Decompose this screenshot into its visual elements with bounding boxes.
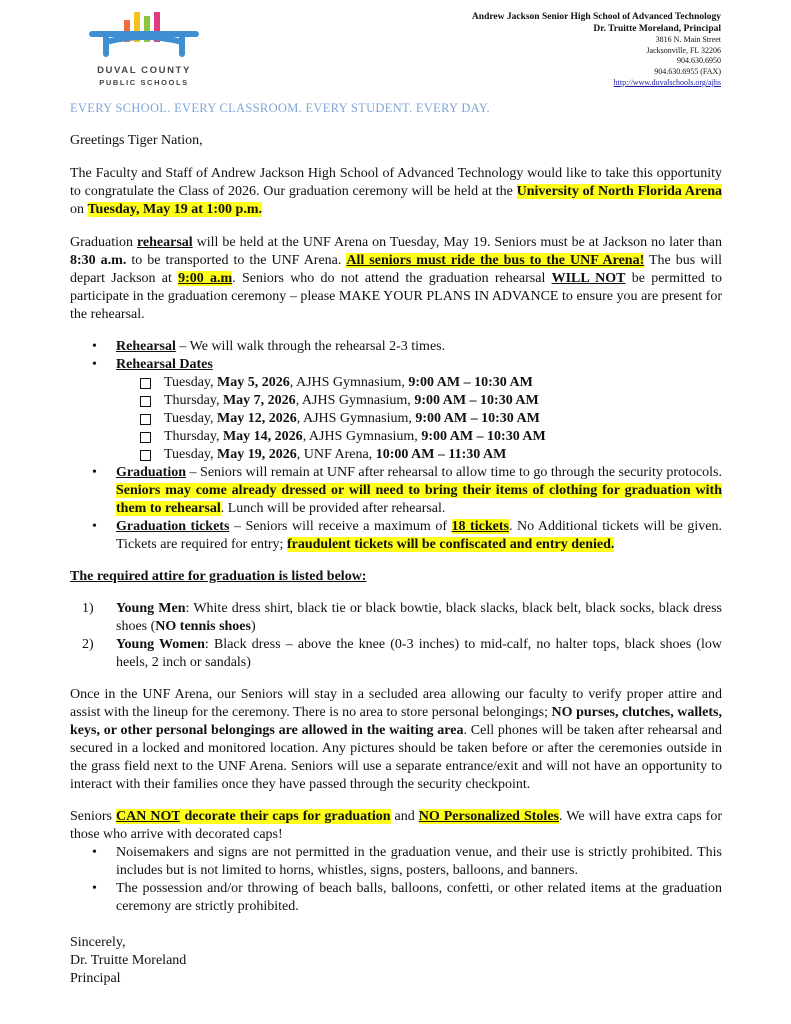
principal-line: Dr. Truitte Moreland, Principal <box>593 23 721 34</box>
signature-title: Principal <box>70 971 121 986</box>
checkbox-icon <box>140 414 151 425</box>
list-item: • Rehearsal Dates Tuesday, May 5, 2026, AJHS Gymnasium, 9:00 AM – 10:30 AM Thursday, May 7, 2026, AJHS Gymnasium, 9:00 AM – 10:30 AM Tuesday, May 12, 2026, AJHS Gymnasium, 9:00 AM – 10:30 AM Thursday, May 14, 2026, AJHS Gymnasium, 9:00 AM – 10:30 AM Tuesday, May 19, 2026, UNF Arena, 10:00 AM – 11:30 AM <box>70 356 722 464</box>
list-item: 1) Young Men: White dress shirt, black tie or black bowtie, black slacks, black belt, black socks, black dress shoes (NO tennis shoes) <box>82 601 722 634</box>
signature-name: Dr. Truitte Moreland <box>70 953 187 968</box>
list-item: • Graduation – Seniors will remain at UNF after rehearsal to allow time to go through the security protocols. Seniors may come already dressed or will need to bring their items of clothing for graduation with them to rehearsal. Lunch will be provided after rehearsal. <box>70 464 722 518</box>
list-item: Thursday, May 7, 2026, AJHS Gymnasium, 9:00 AM – 10:30 AM <box>70 392 722 410</box>
logo-text-line2: PUBLIC SCHOOLS <box>99 78 189 87</box>
list-item: • Rehearsal – We will walk through the rehearsal 2-3 times. <box>70 338 722 356</box>
district-tagline: EVERY SCHOOL. EVERY CLASSROOM. EVERY STUDENT. EVERY DAY. <box>70 101 490 115</box>
school-name: Andrew Jackson Senior High School of Advanced Technology <box>471 12 721 22</box>
checkbox-icon <box>140 396 151 407</box>
greeting: Greetings Tiger Nation, <box>70 133 203 148</box>
phone: 904.630.6950 <box>677 56 721 65</box>
venue-highlight: University of North Florida Arena <box>516 184 722 199</box>
attire-list <box>70 600 722 672</box>
checkbox-icon <box>140 378 151 389</box>
school-website-link[interactable]: http://www.duvalschools.org/ajhs <box>613 78 721 87</box>
bridge-logo-icon <box>84 10 204 65</box>
district-logo <box>84 10 204 95</box>
letterhead <box>472 12 721 90</box>
attire-heading: The required attire for graduation is listed below: <box>70 569 367 584</box>
list-item: • The possession and/or throwing of beach balls, balloons, confetti, or other related items at the graduation ceremony are strictly prohibited. <box>70 880 722 916</box>
tickets-highlight: 18 tickets <box>451 519 509 534</box>
rules-list <box>70 844 722 916</box>
info-bullets <box>70 338 722 554</box>
logo-text-line1: DUVAL COUNTY <box>97 65 191 76</box>
list-item: • Noisemakers and signs are not permitted in the graduation venue, and their use is strictly prohibited. This includes but is not limited to horns, whistles, signs, posters, balloons, and banners. <box>70 844 722 880</box>
arena-paragraph: Once in the UNF Arena, our Seniors will stay in a secluded area allowing our faculty to verify proper attire and assist with the lineup for the ceremony. There is no area to store personal belongings; NO purses, clutches, wallets, keys, or other personal belongings are allowed in the waiting area. Cell phones will be taken after rehearsal and secured in a locked and monitored location. Any pictures should be taken before or after the ceremonies outside in the grass field next to the UNF Arena. Seniors will use a separate entrance/exit and will not have an opportunity to interact with their families once they have passed through the security checkpoint. <box>70 687 722 792</box>
checkbox-icon <box>140 432 151 443</box>
cannot-highlight: CAN NOT <box>116 809 181 824</box>
fraud-highlight: fraudulent tickets will be confiscated and entry denied. <box>286 537 615 552</box>
list-item: Tuesday, May 5, 2026, AJHS Gymnasium, 9:00 AM – 10:30 AM <box>70 374 722 392</box>
letter-body <box>70 132 722 988</box>
rehearsal-dates-list <box>70 374 722 464</box>
date-highlight: Tuesday, May 19 at 1:00 p.m. <box>87 202 263 217</box>
intro-paragraph: The Faculty and Staff of Andrew Jackson High School of Advanced Technology would like to take this opportunity to congratulate the Class of 2026. Our graduation ceremony will be held at the University of North Florida Arena on Tuesday, May 19 at 1:00 p.m. <box>70 166 722 217</box>
dress-highlight: Seniors may come already dressed or will need to bring their items of clothing for graduation with them to rehearsal <box>116 483 722 516</box>
caps-paragraph: Seniors CAN NOT decorate their caps for graduation and NO Personalized Stoles. We will have extra caps for those who arrive with decorated caps! <box>70 809 722 842</box>
list-item: • Graduation tickets – Seniors will receive a maximum of 18 tickets. No Additional tickets will be given. Tickets are required for entry; fraudulent tickets will be confiscated and entry denied. <box>70 518 722 554</box>
checkbox-icon <box>140 450 151 461</box>
stoles-highlight: NO Personalized Stoles <box>418 809 559 824</box>
list-item: Thursday, May 14, 2026, AJHS Gymnasium, 9:00 AM – 10:30 AM <box>70 428 722 446</box>
list-item: 2) Young Women: Black dress – above the knee (0-3 inches) to mid-calf, no halter tops, black shoes (low heels, 2 inch or sandals) <box>82 637 722 670</box>
fax: 904.630.6955 (FAX) <box>654 66 721 76</box>
list-item: Tuesday, May 19, 2026, UNF Arena, 10:00 AM – 11:30 AM <box>70 446 722 464</box>
city-address: Jacksonville, FL 32206 <box>646 45 721 55</box>
street-address: 3816 N. Main Street <box>655 35 721 44</box>
bus-highlight: All seniors must ride the bus to the UNF Arena! <box>346 253 645 268</box>
closing-sincerely: Sincerely, <box>70 935 126 950</box>
list-item: Tuesday, May 12, 2026, AJHS Gymnasium, 9:00 AM – 10:30 AM <box>70 410 722 428</box>
rehearsal-paragraph: Graduation rehearsal will be held at the UNF Arena on Tuesday, May 19. Seniors must be at Jackson no later than 8:30 a.m. to be transported to the UNF Arena. All seniors must ride the bus to the UNF Arena! The bus will depart Jackson at 9:00 a.m. Seniors who do not attend the graduation rehearsal WILL NOT be permitted to participate in the graduation ceremony – please MAKE YOUR PLANS IN ADVANCE to ensure you are present for the rehearsal. <box>70 235 723 322</box>
